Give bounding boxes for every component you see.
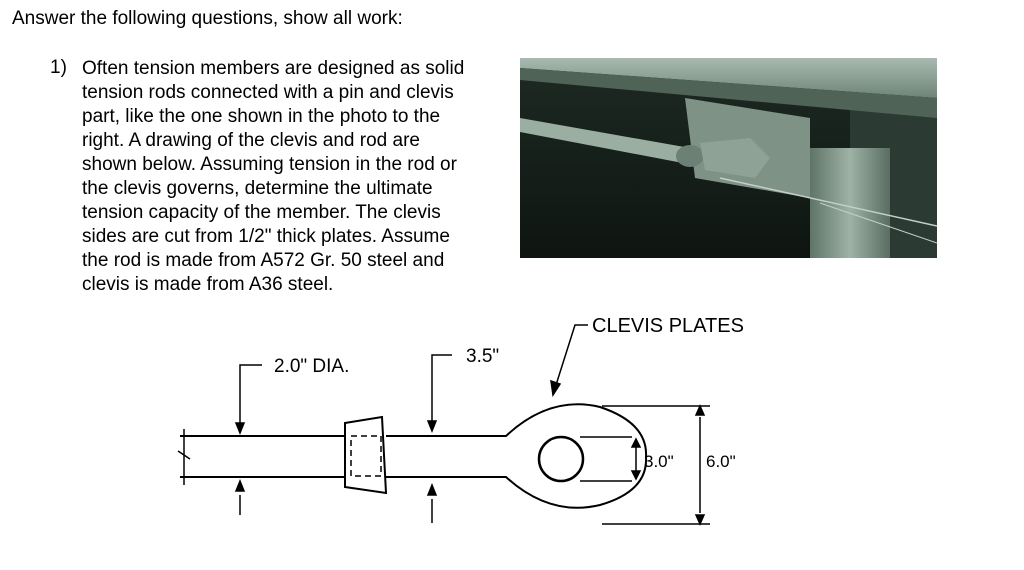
question-line: shown below. Assuming tension in the rod or	[82, 154, 457, 175]
question-line: right. A drawing of the clevis and rod are	[82, 130, 420, 151]
question-number: 1)	[50, 57, 67, 78]
question-line: clevis is made from A36 steel.	[82, 274, 334, 295]
pin-hole-diameter-label: 3.0"	[644, 452, 674, 471]
question-line: sides are cut from 1/2" thick plates. Assume	[82, 226, 450, 247]
question-line: Often tension members are designed as solid	[82, 58, 465, 79]
question-line: part, like the one shown in the photo to the	[82, 106, 441, 127]
plate-width-label: 6.0"	[706, 452, 736, 471]
question-text	[82, 57, 512, 297]
page-heading: Answer the following questions, show all work:	[12, 8, 403, 29]
question-line: tension rods connected with a pin and clevis	[82, 82, 454, 103]
rod-diameter-label: 2.0" DIA.	[274, 356, 350, 377]
question-line: the clevis governs, determine the ultimate	[82, 178, 433, 199]
clevis-drawing	[170, 305, 790, 535]
question-line: tension capacity of the member. The clevis	[82, 202, 441, 223]
clevis-plates-label: CLEVIS PLATES	[592, 315, 744, 337]
question-line: the rod is made from A572 Gr. 50 steel and	[82, 250, 445, 271]
clevis-length-label: 3.5"	[466, 346, 500, 367]
clevis-photo	[520, 58, 937, 258]
